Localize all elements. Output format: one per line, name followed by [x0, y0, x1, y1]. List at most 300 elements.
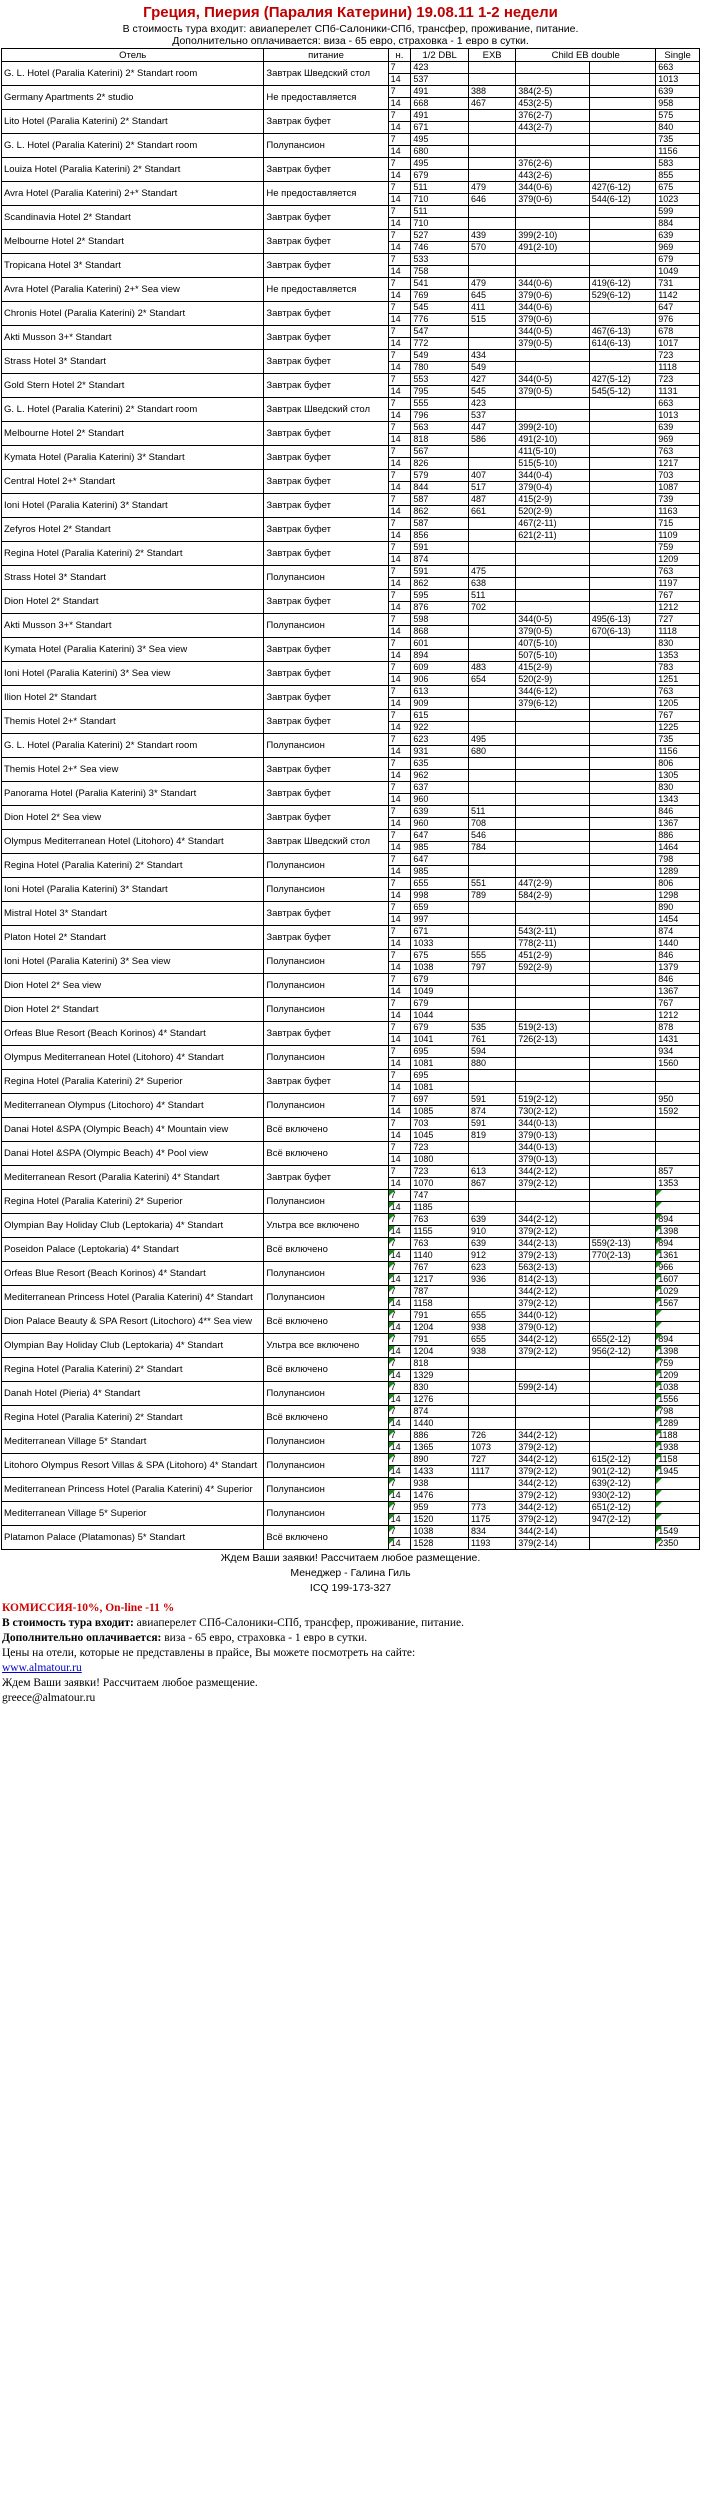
single-price: 886 [656, 830, 700, 842]
child-eb-price: 399(2-10) [516, 422, 589, 434]
single-price: 1560 [656, 1058, 700, 1070]
exb-price [469, 1490, 516, 1502]
single-price: 663 [656, 398, 700, 410]
table-row [2, 1094, 700, 1106]
table-row [2, 470, 700, 482]
exb-price: 773 [469, 1502, 516, 1514]
table-row [2, 350, 700, 362]
hotel-name: Danai Hotel &SPA (Olympic Beach) 4* Mountain view [2, 1118, 264, 1142]
half-dbl-price: 495 [411, 158, 469, 170]
child-eb-price: 379(2-12) [516, 1298, 589, 1310]
half-dbl-price: 962 [411, 770, 469, 782]
hotel-name: Ioni Hotel (Paralia Katerini) 3* Sea view [2, 950, 264, 974]
hotel-name: Dion Hotel 2* Standart [2, 998, 264, 1022]
single-price [656, 1202, 700, 1214]
child-eb-price-2 [589, 1526, 656, 1538]
table-row [2, 758, 700, 770]
child-eb-price: 379(2-14) [516, 1538, 589, 1550]
meal-plan: Завтрак Шведский стол [264, 62, 388, 86]
table-row [2, 686, 700, 698]
single-price: 675 [656, 182, 700, 194]
table-row [2, 1430, 700, 1442]
single-price [656, 1142, 700, 1154]
nights: 7 [388, 758, 411, 770]
nights: 7 [388, 710, 411, 722]
exb-price [469, 782, 516, 794]
child-eb-price [516, 974, 589, 986]
child-eb-price-2 [589, 1382, 656, 1394]
child-eb-price [516, 1046, 589, 1058]
meal-plan: Завтрак буфет [264, 230, 388, 254]
half-dbl-price: 1044 [411, 1010, 469, 1022]
exb-price: 623 [469, 1262, 516, 1274]
meal-plan: Не предоставляется [264, 182, 388, 206]
exb-price [469, 638, 516, 650]
hotel-name: Dion Palace Beauty & SPA Resort (Litochoro) 4** Sea view [2, 1310, 264, 1334]
child-eb-price-2 [589, 86, 656, 98]
nights: 7 [388, 542, 411, 554]
nights: 7 [388, 278, 411, 290]
child-eb-price-2 [589, 1406, 656, 1418]
single-price: 1398 [656, 1226, 700, 1238]
hotel-name: Poseidon Palace (Leptokaria) 4* Standart [2, 1238, 264, 1262]
child-eb-price-2 [589, 134, 656, 146]
hotel-name: Platamon Palace (Platamonas) 5* Standart [2, 1526, 264, 1550]
hotel-name: Mediterranean Village 5* Superior [2, 1502, 264, 1526]
single-price: 1945 [656, 1466, 700, 1478]
child-eb-price: 376(2-6) [516, 158, 589, 170]
single-price: 767 [656, 998, 700, 1010]
half-dbl-price: 826 [411, 458, 469, 470]
half-dbl-price: 601 [411, 638, 469, 650]
meal-plan: Полупансион [264, 974, 388, 998]
meal-plan: Завтрак буфет [264, 926, 388, 950]
table-row [2, 1214, 700, 1226]
child-eb-price-2 [589, 566, 656, 578]
single-price: 763 [656, 446, 700, 458]
table-row [2, 326, 700, 338]
nights: 7 [388, 998, 411, 1010]
child-eb-price [516, 74, 589, 86]
table-row [2, 1190, 700, 1202]
table-row [2, 182, 700, 194]
nights: 7 [388, 1430, 411, 1442]
child-eb-price-2: 495(6-13) [589, 614, 656, 626]
exb-price [469, 770, 516, 782]
child-eb-price [516, 578, 589, 590]
nights: 7 [388, 62, 411, 74]
hotel-name: Olympus Mediterranean Hotel (Litohoro) 4* Standart [2, 830, 264, 854]
nights: 7 [388, 734, 411, 746]
child-eb-price-2 [589, 254, 656, 266]
half-dbl-price: 1158 [411, 1298, 469, 1310]
single-price: 806 [656, 878, 700, 890]
single-price [656, 1082, 700, 1094]
child-eb-price: 344(2-12) [516, 1430, 589, 1442]
hotel-name: G. L. Hotel (Paralia Katerini) 2* Standart room [2, 734, 264, 758]
child-eb-price-2: 655(2-12) [589, 1334, 656, 1346]
half-dbl-price: 1528 [411, 1538, 469, 1550]
half-dbl-price: 1140 [411, 1250, 469, 1262]
child-eb-price-2 [589, 998, 656, 1010]
half-dbl-price: 710 [411, 218, 469, 230]
half-dbl-price: 791 [411, 1310, 469, 1322]
child-eb-price: 344(0-13) [516, 1118, 589, 1130]
page-title: Греция, Пиерия (Паралия Катерини) 19.08.11 1-2 недели [143, 4, 558, 21]
exb-price: 447 [469, 422, 516, 434]
nights: 7 [388, 182, 411, 194]
half-dbl-price: 1276 [411, 1394, 469, 1406]
meal-plan: Завтрак буфет [264, 494, 388, 518]
hotel-name: Regina Hotel (Paralia Katerini) 2* Standart [2, 542, 264, 566]
meal-plan: Завтрак буфет [264, 206, 388, 230]
hotel-name: Mediterranean Princess Hotel (Paralia Katerini) 4* Superior [2, 1478, 264, 1502]
single-price: 890 [656, 902, 700, 914]
child-eb-price-2 [589, 962, 656, 974]
hotel-name: Gold Stern Hotel 2* Standart [2, 374, 264, 398]
single-price: 759 [656, 1358, 700, 1370]
meal-plan: Всё включено [264, 1526, 388, 1550]
child-eb-price [516, 986, 589, 998]
exb-price: 726 [469, 1430, 516, 1442]
child-eb-price-2 [589, 170, 656, 182]
child-eb-price: 379(0-6) [516, 290, 589, 302]
exb-price [469, 1382, 516, 1394]
child-eb-price-2 [589, 542, 656, 554]
exb-price [469, 1154, 516, 1166]
meal-plan: Завтрак буфет [264, 758, 388, 782]
half-dbl-price: 609 [411, 662, 469, 674]
child-eb-price-2 [589, 1082, 656, 1094]
half-dbl-price: 862 [411, 506, 469, 518]
nights: 7 [388, 926, 411, 938]
half-dbl-price: 680 [411, 146, 469, 158]
exb-price [469, 998, 516, 1010]
exb-price [469, 1418, 516, 1430]
child-eb-price [516, 746, 589, 758]
meal-plan: Завтрак буфет [264, 350, 388, 374]
single-price: 1023 [656, 194, 700, 206]
nights: 7 [388, 1118, 411, 1130]
nights: 14 [388, 506, 411, 518]
child-eb-price [516, 902, 589, 914]
meal-plan: Завтрак буфет [264, 902, 388, 926]
half-dbl-price: 938 [411, 1478, 469, 1490]
child-eb-price [516, 146, 589, 158]
child-eb-price-2: 770(2-13) [589, 1250, 656, 1262]
exb-price: 407 [469, 470, 516, 482]
half-dbl-price: 675 [411, 950, 469, 962]
site-link[interactable]: www.almatour.ru [2, 1662, 82, 1674]
half-dbl-price: 533 [411, 254, 469, 266]
exb-price [469, 338, 516, 350]
child-eb-price [516, 350, 589, 362]
nights: 7 [388, 902, 411, 914]
single-price [656, 1490, 700, 1502]
half-dbl-price: 818 [411, 434, 469, 446]
child-eb-price: 384(2-5) [516, 86, 589, 98]
child-eb-price-2 [589, 146, 656, 158]
child-eb-price: 415(2-9) [516, 494, 589, 506]
half-dbl-price: 959 [411, 1502, 469, 1514]
nights: 7 [388, 782, 411, 794]
hotel-name: G. L. Hotel (Paralia Katerini) 2* Standart room [2, 62, 264, 86]
child-eb-price-2: 614(6-13) [589, 338, 656, 350]
half-dbl-price: 563 [411, 422, 469, 434]
meal-plan: Завтрак буфет [264, 254, 388, 278]
single-price: 798 [656, 854, 700, 866]
child-eb-price [516, 1070, 589, 1082]
nights: 14 [388, 290, 411, 302]
exb-price [469, 1082, 516, 1094]
col-hotel: Отель [2, 49, 264, 62]
meal-plan: Всё включено [264, 1358, 388, 1382]
hotel-name: Litohoro Olympus Resort Villas & SPA (Litohoro) 4* Standart [2, 1454, 264, 1478]
single-price: 723 [656, 350, 700, 362]
exb-price [469, 686, 516, 698]
exb-price: 515 [469, 314, 516, 326]
child-eb-price-2 [589, 746, 656, 758]
single-price: 1367 [656, 818, 700, 830]
nights: 14 [388, 242, 411, 254]
hotel-name: Themis Hotel 2+* Standart [2, 710, 264, 734]
table-row [2, 1454, 700, 1466]
child-eb-price-2 [589, 650, 656, 662]
nights: 14 [388, 1010, 411, 1022]
exb-price: 1073 [469, 1442, 516, 1454]
nights: 14 [388, 938, 411, 950]
nights: 7 [388, 1526, 411, 1538]
child-eb-price: 379(0-12) [516, 1322, 589, 1334]
child-eb-price [516, 782, 589, 794]
hotel-name: Olympian Bay Holiday Club (Leptokaria) 4* Standart [2, 1214, 264, 1238]
nights: 14 [388, 770, 411, 782]
hotel-name: Scandinavia Hotel 2* Standart [2, 206, 264, 230]
wait-note: Ждем Ваши заявки! Рассчитаем любое размещение. [220, 1552, 481, 1564]
nights: 7 [388, 374, 411, 386]
half-dbl-price: 639 [411, 806, 469, 818]
meal-plan: Полупансион [264, 1046, 388, 1070]
nights: 14 [388, 1394, 411, 1406]
child-eb-price-2 [589, 710, 656, 722]
nights: 14 [388, 1202, 411, 1214]
half-dbl-price: 671 [411, 122, 469, 134]
child-eb-price-2 [589, 1358, 656, 1370]
meal-plan: Полупансион [264, 1190, 388, 1214]
nights: 7 [388, 398, 411, 410]
exb-price [469, 1286, 516, 1298]
exb-price: 797 [469, 962, 516, 974]
icq-number: ICQ 199-173-327 [309, 1582, 392, 1594]
nights: 14 [388, 962, 411, 974]
nights: 14 [388, 362, 411, 374]
child-eb-price [516, 710, 589, 722]
half-dbl-price: 1085 [411, 1106, 469, 1118]
child-eb-price: 344(0-5) [516, 326, 589, 338]
meal-plan: Завтрак буфет [264, 326, 388, 350]
child-eb-price: 379(0-6) [516, 314, 589, 326]
nights: 7 [388, 686, 411, 698]
child-eb-price [516, 1202, 589, 1214]
child-eb-price-2: 670(6-13) [589, 626, 656, 638]
child-eb-price-2 [589, 1166, 656, 1178]
half-dbl-price: 679 [411, 1022, 469, 1034]
child-eb-price-2 [589, 1022, 656, 1034]
exb-price: 646 [469, 194, 516, 206]
single-price: 976 [656, 314, 700, 326]
half-dbl-price: 710 [411, 194, 469, 206]
child-eb-price: 344(0-6) [516, 278, 589, 290]
half-dbl-price: 671 [411, 926, 469, 938]
single-price: 735 [656, 134, 700, 146]
child-eb-price-2 [589, 506, 656, 518]
single-price: 663 [656, 62, 700, 74]
single-price: 763 [656, 566, 700, 578]
single-price: 1163 [656, 506, 700, 518]
nights: 7 [388, 1046, 411, 1058]
child-eb-price-2 [589, 422, 656, 434]
half-dbl-price: 931 [411, 746, 469, 758]
half-dbl-price: 567 [411, 446, 469, 458]
child-eb-price-2 [589, 1262, 656, 1274]
child-eb-price: 344(0-6) [516, 182, 589, 194]
single-price: 1305 [656, 770, 700, 782]
nights: 7 [388, 302, 411, 314]
nights: 7 [388, 494, 411, 506]
child-eb-price-2 [589, 1010, 656, 1022]
child-eb-price-2 [589, 854, 656, 866]
nights: 14 [388, 674, 411, 686]
meal-plan: Завтрак Шведский стол [264, 830, 388, 854]
half-dbl-price: 595 [411, 590, 469, 602]
half-dbl-price: 555 [411, 398, 469, 410]
hotel-name: Zefyros Hotel 2* Standart [2, 518, 264, 542]
nights: 7 [388, 854, 411, 866]
child-eb-price-2 [589, 830, 656, 842]
single-price: 1556 [656, 1394, 700, 1406]
child-eb-price-2 [589, 1418, 656, 1430]
exb-price: 680 [469, 746, 516, 758]
hotel-name: Avra Hotel (Paralia Katerini) 2+* Standart [2, 182, 264, 206]
hotel-name: Regina Hotel (Paralia Katerini) 2* Standart [2, 1406, 264, 1430]
single-price: 1038 [656, 1382, 700, 1394]
child-eb-price: 467(2-11) [516, 518, 589, 530]
child-eb-price-2 [589, 1142, 656, 1154]
meal-plan: Полупансион [264, 1382, 388, 1406]
single-price: 878 [656, 1022, 700, 1034]
half-dbl-price: 772 [411, 338, 469, 350]
meal-plan: Всё включено [264, 1142, 388, 1166]
nights: 7 [388, 950, 411, 962]
exb-price [469, 1358, 516, 1370]
nights: 7 [388, 326, 411, 338]
single-price: 703 [656, 470, 700, 482]
child-eb-price: 344(2-12) [516, 1502, 589, 1514]
single-price [656, 1514, 700, 1526]
single-price: 599 [656, 206, 700, 218]
exb-price: 654 [469, 674, 516, 686]
half-dbl-price: 1049 [411, 986, 469, 998]
child-eb-price: 379(2-12) [516, 1514, 589, 1526]
nights: 14 [388, 386, 411, 398]
child-eb-price-2 [589, 242, 656, 254]
price-list-page [0, 4, 701, 1706]
exb-price [469, 1070, 516, 1082]
child-eb-price-2 [589, 530, 656, 542]
single-price: 1592 [656, 1106, 700, 1118]
hotel-name: Olympian Bay Holiday Club (Leptokaria) 4* Standart [2, 1334, 264, 1358]
half-dbl-price: 1070 [411, 1178, 469, 1190]
child-eb-price: 621(2-11) [516, 530, 589, 542]
exb-price: 545 [469, 386, 516, 398]
child-eb-price-2 [589, 1202, 656, 1214]
child-eb-price: 563(2-13) [516, 1262, 589, 1274]
child-eb-price: 443(2-6) [516, 170, 589, 182]
single-price: 1607 [656, 1274, 700, 1286]
nights: 14 [388, 842, 411, 854]
nights: 14 [388, 1322, 411, 1334]
half-dbl-price: 795 [411, 386, 469, 398]
exb-price [469, 614, 516, 626]
nights: 7 [388, 638, 411, 650]
meal-plan: Завтрак буфет [264, 1166, 388, 1190]
exb-price [469, 446, 516, 458]
child-eb-price [516, 1358, 589, 1370]
child-eb-price [516, 554, 589, 566]
child-eb-price [516, 1082, 589, 1094]
child-eb-price-2 [589, 722, 656, 734]
exb-price [469, 326, 516, 338]
hotel-name: Dion Hotel 2* Sea view [2, 974, 264, 998]
child-eb-price-2 [589, 554, 656, 566]
nights: 14 [388, 410, 411, 422]
child-eb-price-2 [589, 1094, 656, 1106]
hotel-name: Themis Hotel 2+* Sea view [2, 758, 264, 782]
single-price: 727 [656, 614, 700, 626]
single-price: 735 [656, 734, 700, 746]
half-dbl-price: 890 [411, 1454, 469, 1466]
table-row [2, 638, 700, 650]
exb-price [469, 626, 516, 638]
single-price: 1158 [656, 1454, 700, 1466]
half-dbl-price: 909 [411, 698, 469, 710]
exb-price [469, 1478, 516, 1490]
nights: 7 [388, 1214, 411, 1226]
single-price: 1343 [656, 794, 700, 806]
child-eb-price-2 [589, 734, 656, 746]
half-dbl-price: 668 [411, 98, 469, 110]
child-eb-price-2 [589, 362, 656, 374]
exb-price: 727 [469, 1454, 516, 1466]
exb-price: 517 [469, 482, 516, 494]
single-price: 1205 [656, 698, 700, 710]
half-dbl-price: 545 [411, 302, 469, 314]
single-price: 1298 [656, 890, 700, 902]
child-eb-price-2 [589, 950, 656, 962]
nights: 7 [388, 230, 411, 242]
child-eb-price-2 [589, 314, 656, 326]
child-eb-price-2: 639(2-12) [589, 1478, 656, 1490]
child-eb-price: 379(2-12) [516, 1178, 589, 1190]
meal-plan: Завтрак буфет [264, 590, 388, 614]
hotel-name: Mediterranean Olympus (Litochoro) 4* Standart [2, 1094, 264, 1118]
hotel-name: Ioni Hotel (Paralia Katerini) 3* Standart [2, 494, 264, 518]
child-eb-price: 599(2-14) [516, 1382, 589, 1394]
single-price: 894 [656, 1238, 700, 1250]
child-eb-price [516, 806, 589, 818]
child-eb-price-2 [589, 1154, 656, 1166]
child-eb-price-2 [589, 1310, 656, 1322]
